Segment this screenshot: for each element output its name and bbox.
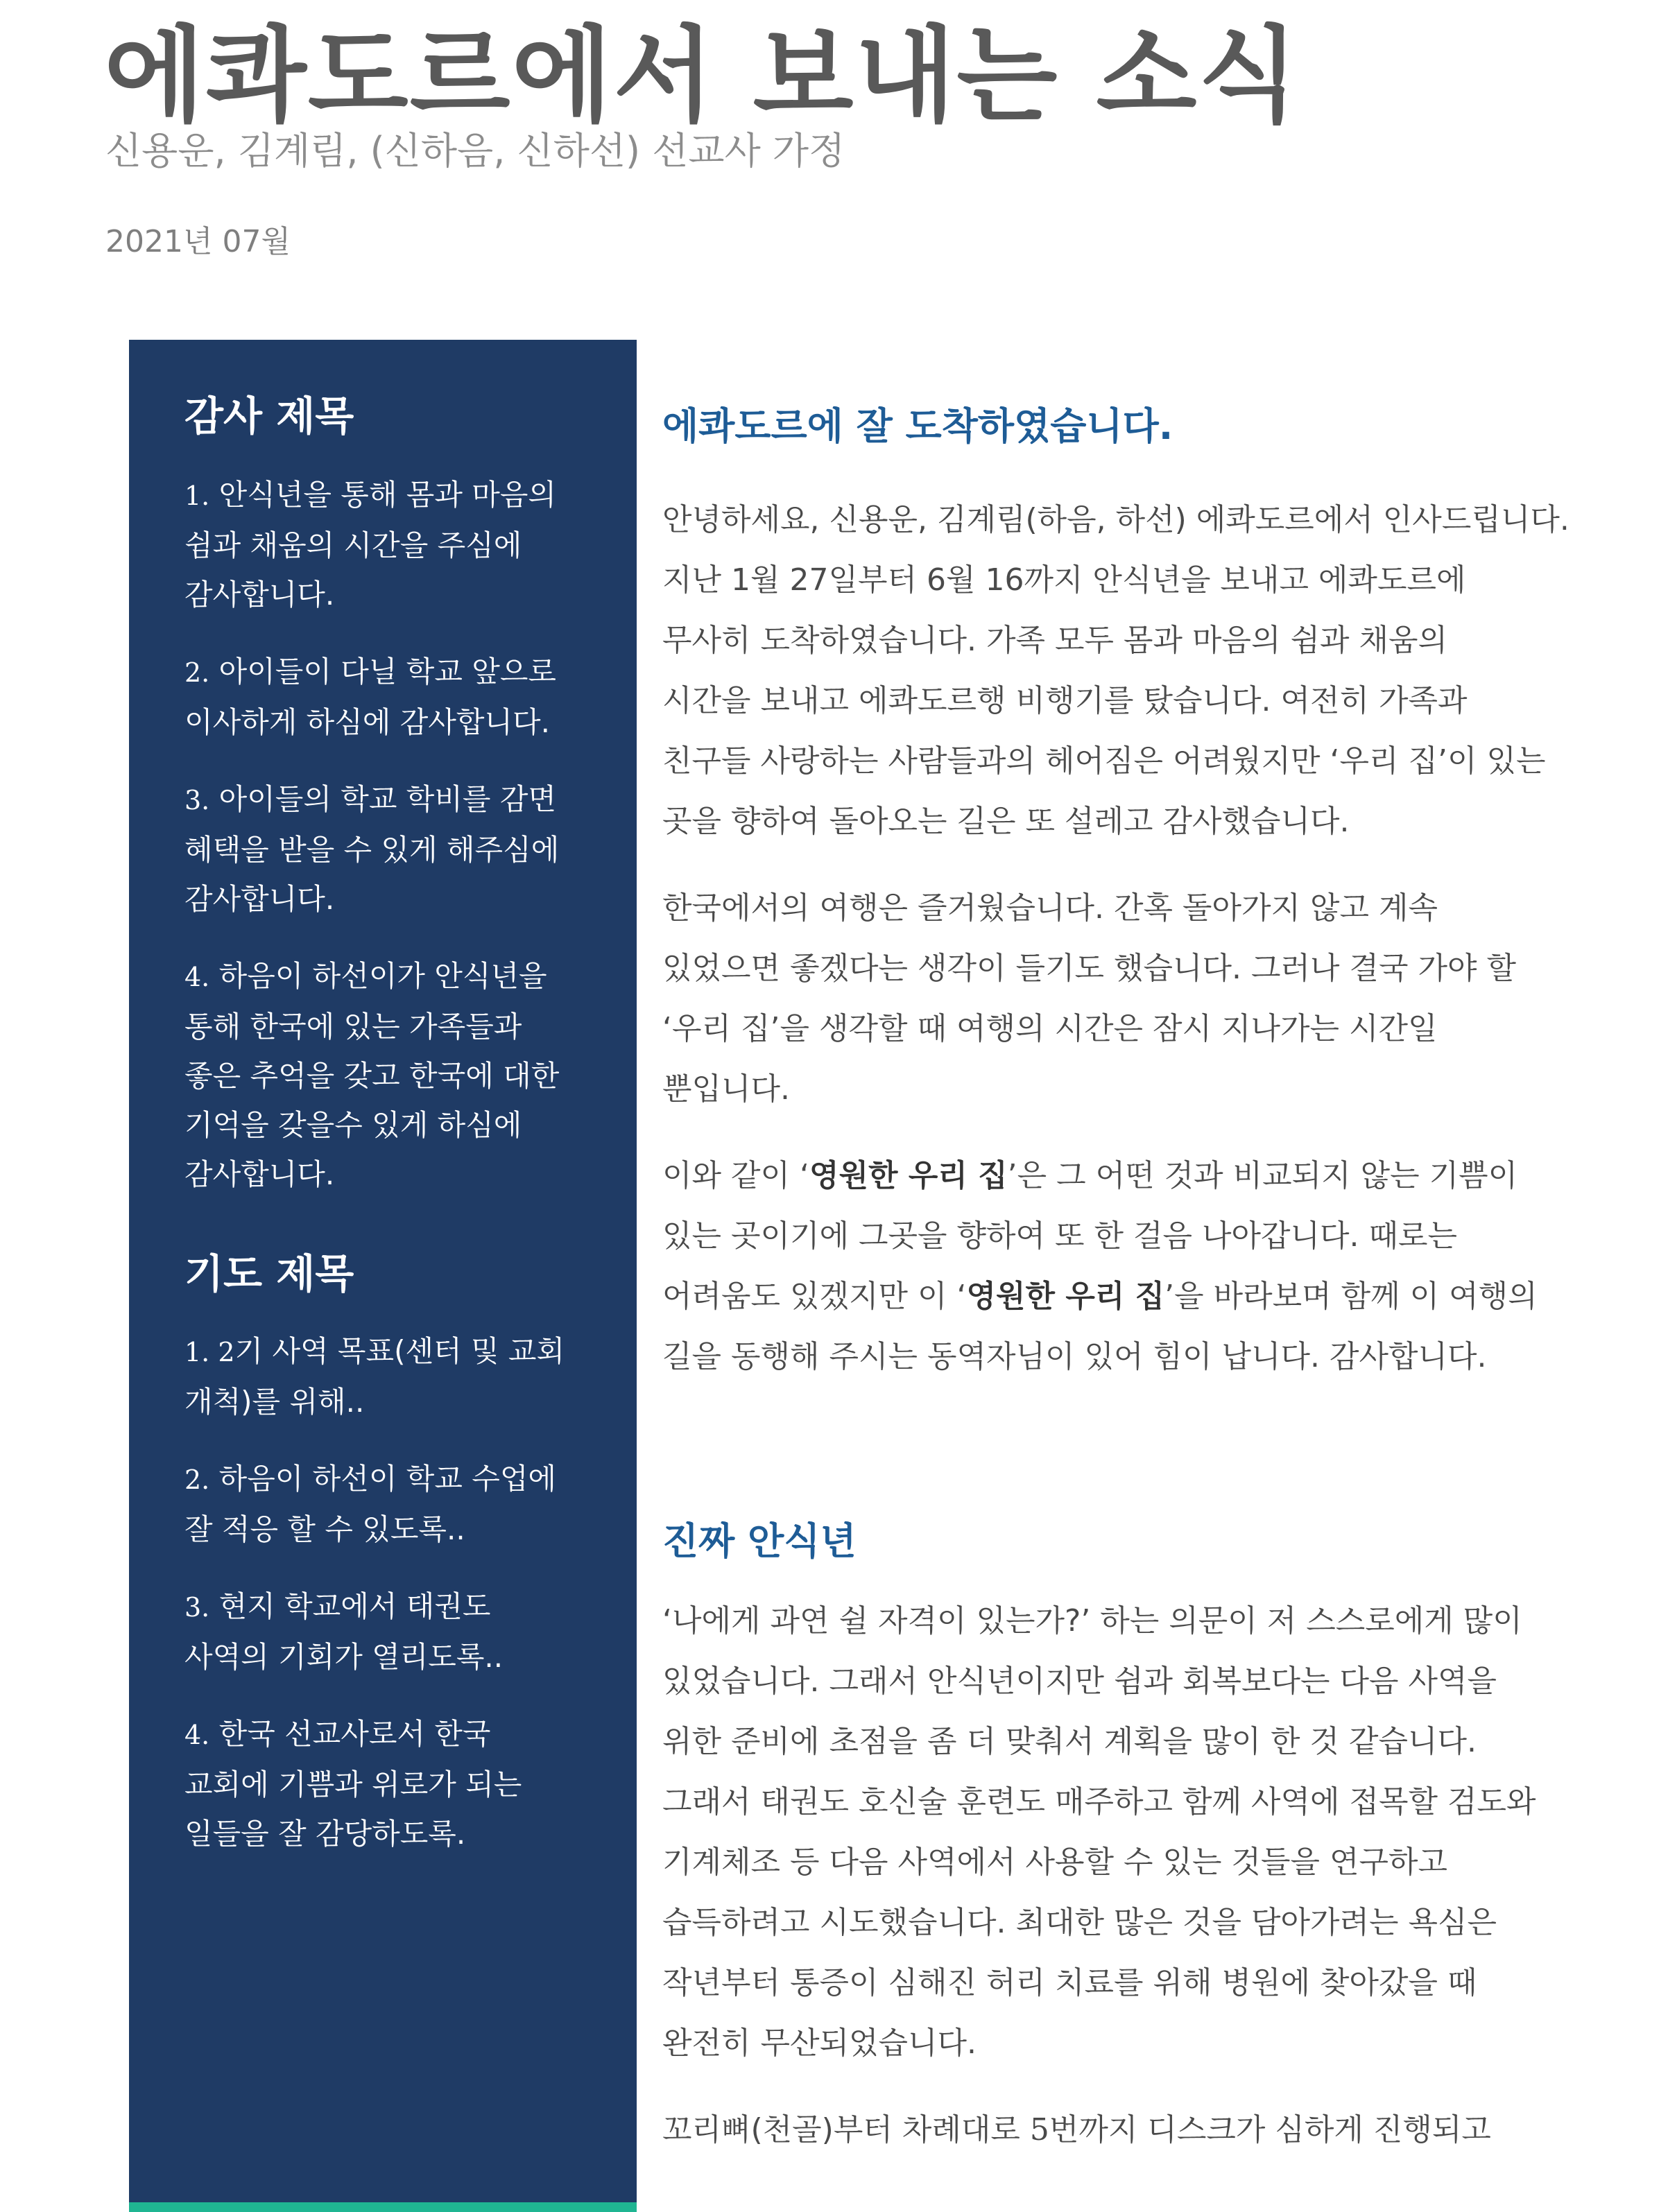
text-line: 위한 준비에 초점을 좀 더 맞춰서 계획을 많이 한 것 같습니다. [662,1724,1477,1759]
prayer-item-line: 4. 한국 선교사로서 한국 [184,1717,491,1751]
text-line: 지난 1월 27일부터 6월 16까지 안식년을 보내고 에콰도르에 [662,562,1466,598]
thanks-item-line: 감사합니다. [184,1157,335,1191]
text-line: 습득하려고 시도했습니다. 최대한 많은 것을 담아가려는 욕심은 [662,1905,1497,1940]
thanks-heading: 감사 제목 [184,392,354,440]
item-number: 1. [184,481,210,511]
text-line: 그래서 태권도 호신술 훈련도 매주하고 함께 사역에 접목할 검도와 [662,1784,1536,1820]
item-number: 2. [184,1464,210,1495]
main-content [662,388,1640,2186]
paragraph-greeting [662,490,1640,852]
sidebar-panel [129,340,637,2212]
item-number: 3. [184,785,210,815]
emphasis-text: 영원한 우리 집 [809,1158,1008,1193]
prayer-item-line: 3. 현지 학교에서 태권도 [184,1589,491,1623]
prayer-item-line: 잘 적응 할 수 있도록.. [184,1512,465,1546]
text-line: 안녕하세요, 신용운, 김계림(하음, 하선) 에콰도르에서 인사드립니다. [662,502,1570,537]
prayer-item-line: 사역의 기회가 열리도록.. [184,1640,504,1674]
thanks-item-line: 3. 아이들의 학교 학비를 감면 [184,782,556,816]
thanks-item-line: 쉼과 채움의 시간을 주심에 [184,528,522,562]
text-line: 뿐입니다. [662,1071,791,1107]
text-line: 길을 동행해 주시는 동역자님이 있어 힘이 납니다. 감사합니다. [662,1339,1487,1374]
family-subtitle: 신용운, 김계림, (신하음, 신하선) 선교사 가정 [105,129,845,173]
thanks-item [184,951,581,1199]
prayer-item-line: 교회에 기쁨과 위로가 되는 [184,1768,522,1801]
item-number: 2. [184,657,210,688]
thanks-item-line: 통해 한국에 있는 가족들과 [184,1010,522,1044]
text-line: 곳을 향하여 돌아오는 길은 또 설레고 감사했습니다. [662,804,1350,839]
paragraph-back-pain [662,2100,1640,2160]
text-line: 기계체조 등 다음 사역에서 사용할 수 있는 것들을 연구하고 [662,1844,1447,1880]
text-line: 무사히 도착하였습니다. 가족 모두 몸과 마음의 쉼과 채움의 [662,623,1447,658]
item-number: 1. 2 [184,1337,235,1367]
item-number: 4. [184,1720,210,1750]
thanks-item-line: 1. 안식년을 통해 몸과 마음의 [184,478,556,512]
text-line: 있었으면 좋겠다는 생각이 들기도 했습니다. 그러나 결국 가야 할 [662,951,1516,986]
text-line: 작년부터 통증이 심해진 허리 치료를 위해 병원에 찾아갔을 때 [662,1965,1477,2001]
text-line: 있는 곳이기에 그곳을 향하여 또 한 걸음 나아갑니다. 때로는 [662,1218,1457,1254]
issue-date: 2021년 07월 [105,224,291,259]
prayer-item [184,1327,581,1426]
sidebar-accent-bar [129,2202,637,2212]
text-line: 어려움도 있겠지만 이 ‘영원한 우리 집’을 바라보며 함께 이 여행의 [662,1279,1538,1314]
thanks-item-line: 이사하게 하심에 감사합니다. [184,705,550,739]
thanks-item-line: 2. 아이들이 다닐 학교 앞으로 [184,655,556,689]
prayer-item-line: 일들을 잘 감당하도록. [184,1817,466,1851]
thanks-item-line: 기억을 갖을수 있게 하심에 [184,1108,522,1142]
thanks-item-line: 혜택을 받을 수 있게 해주심에 [184,833,560,867]
thanks-item-line: 감사합니다. [184,578,335,612]
prayer-list [184,1327,581,1858]
newsletter-title: 에콰도르에서 보내는 소식 [104,16,1300,137]
text-line: 시간을 보내고 에콰도르행 비행기를 탔습니다. 여전히 가족과 [662,683,1468,718]
text-line: 한국에서의 여행은 즐거웠습니다. 간혹 돌아가지 않고 계속 [662,890,1438,926]
text-line: ‘우리 집’을 생각할 때 여행의 시간은 잠시 지나가는 시간일 [662,1011,1438,1046]
prayer-item [184,1454,581,1554]
text-line: 친구들 사랑하는 사람들과의 헤어짐은 어려웠지만 ‘우리 집’이 있는 [662,743,1546,779]
thanks-item-line: 4. 하음이 하선이가 안식년을 [184,959,547,993]
item-number: 3. [184,1592,210,1623]
prayer-heading: 기도 제목 [184,1250,354,1297]
prayer-item-line: 2. 하음이 하선이 학교 수업에 [184,1462,556,1496]
thanks-list [184,470,581,1199]
paragraph-sabbatical [662,1591,1640,2073]
section-heading-sabbatical: 진짜 안식년 [662,1519,857,1563]
text-line: 완전히 무산되었습니다. [662,2025,977,2061]
section-heading-arrival: 에콰도르에 잘 도착하였습니다. [662,404,1173,448]
prayer-item-line: 1. 2기 사역 목표(센터 및 교회 [184,1334,565,1368]
prayer-item [184,1582,581,1682]
thanks-item [184,647,581,747]
paragraph-travel [662,878,1640,1119]
thanks-item [184,470,581,619]
prayer-item [184,1709,581,1858]
item-number: 4. [184,962,210,992]
thanks-item-line: 좋은 추억을 갖고 한국에 대한 [184,1059,560,1093]
paragraph-eternal-home [662,1146,1640,1387]
thanks-item-line: 감사합니다. [184,882,335,916]
text-line: 이와 같이 ‘영원한 우리 집’은 그 어떤 것과 비교되지 않는 기쁨이 [662,1158,1518,1193]
text-line: ‘나에게 과연 쉴 자격이 있는가?’ 하는 의문이 저 스스로에게 많이 [662,1603,1522,1639]
text-line: 꼬리뼈(천골)부터 차례대로 5번까지 디스크가 심하게 진행되고 [662,2112,1491,2148]
text-line: 있었습니다. 그래서 안식년이지만 쉼과 회복보다는 다음 사역을 [662,1664,1497,1699]
emphasis-text: 영원한 우리 집 [966,1279,1165,1314]
thanks-item [184,775,581,924]
prayer-item-line: 개척)를 위해.. [184,1385,365,1419]
